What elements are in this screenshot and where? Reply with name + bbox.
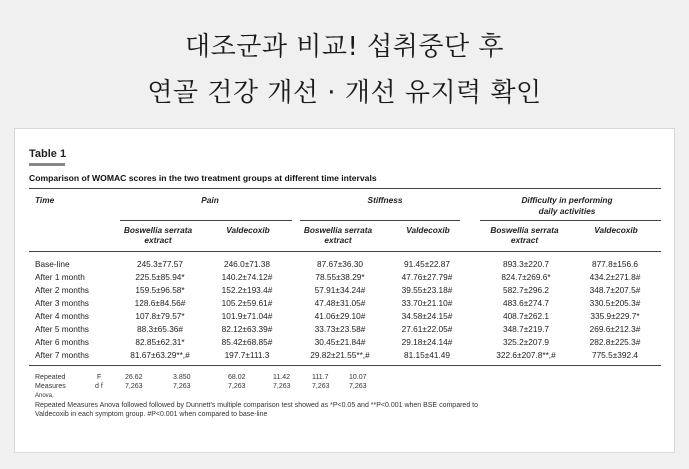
difficulty-valdecoxib-value: 348.7±207.5# — [589, 285, 641, 295]
f-value-difficulty-bse: 111.7 — [312, 374, 329, 381]
stiffness-bse-header-line2: extract — [324, 235, 352, 245]
table-caption: Comparison of WOMAC scores in the two treatment groups at different time intervals — [29, 173, 377, 183]
df-value-pain-valdecoxib: 7,263 — [173, 383, 191, 390]
header-difficulty-line2: daily activities — [538, 206, 596, 216]
pain-valdecoxib-value: 85.42±68.85# — [221, 337, 273, 347]
repeated-label-2: Measures — [35, 383, 66, 390]
pain-bse-value: 88.3±65.36# — [136, 324, 184, 334]
header-difficulty-line1: Difficulty in performing — [521, 195, 613, 205]
stiffness-valdecoxib-value: 27.61±22.05# — [401, 324, 453, 334]
row-time: After 3 months — [35, 298, 89, 308]
pain-bse-value: 82.85±62.31* — [135, 337, 185, 347]
pain-bse-value: 128.6±84.56# — [134, 298, 186, 308]
row-time: After 7 months — [35, 350, 89, 360]
difficulty-bse-value: 893.3±220.7 — [502, 259, 550, 269]
table-label: Table 1 — [29, 148, 67, 160]
difficulty-bse-header — [477, 225, 572, 245]
pain-valdecoxib-value: 140.2±74.12# — [221, 272, 273, 282]
pain-subheader-rule — [120, 220, 292, 221]
pain-valdecoxib-value: 105.2±59.61# — [221, 298, 273, 308]
stiffness-subheader-rule — [300, 220, 460, 221]
df-value-difficulty-valdecoxib: 7,263 — [349, 383, 367, 390]
stiffness-valdecoxib-value: 47.76±27.79# — [401, 272, 453, 282]
f-value-difficulty-valdecoxib: 10.07 — [349, 374, 367, 381]
pain-bse-value: 107.8±79.57* — [135, 311, 185, 321]
f-value-pain-valdecoxib: 3.850 — [173, 374, 191, 381]
pain-bse-header-line1: Boswellia serrata — [123, 225, 193, 235]
header-time: Time — [35, 195, 55, 205]
stiffness-valdecoxib-value: 34.58±24.15# — [401, 311, 453, 321]
pain-valdecoxib-value: 246.0±71.38 — [223, 259, 271, 269]
difficulty-bse-value: 408.7±262.1 — [502, 311, 550, 321]
stiffness-valdecoxib-value: 39.55±23.18# — [401, 285, 453, 295]
table-card — [14, 128, 675, 453]
stiffness-bse-value: 33.73±23.58# — [314, 324, 366, 334]
stiffness-bse-value: 87.67±36.30 — [316, 259, 364, 269]
table-label-underline — [29, 163, 65, 166]
difficulty-bse-value: 483.6±274.7 — [502, 298, 550, 308]
row-time: After 1 month — [35, 272, 85, 282]
pain-bse-header-line2: extract — [144, 235, 172, 245]
difficulty-valdecoxib-header: Valdecoxib — [594, 225, 638, 235]
df-value-pain-bse: 7,263 — [125, 383, 143, 390]
difficulty-bse-value: 325.2±207.9 — [502, 337, 550, 347]
difficulty-bse-header-line2: extract — [510, 235, 539, 245]
df-value-stiffness-bse: 7,263 — [228, 383, 246, 390]
f-value-pain-bse: 26.62 — [125, 374, 143, 381]
footnote-line-2: Valdecoxib in each symptom group. #P<0.001 when compared to base-line — [35, 411, 268, 418]
pain-bse-header — [113, 225, 203, 245]
difficulty-bse-value: 322.6±207.8**,# — [496, 350, 556, 360]
header-stiffness: Stiffness — [367, 195, 403, 205]
difficulty-valdecoxib-value: 282.8±225.3# — [589, 337, 641, 347]
difficulty-bse-value: 582.7±296.2 — [502, 285, 550, 295]
f-value-stiffness-bse: 68.02 — [228, 374, 246, 381]
footnote-line-1: Repeated Measures Anova followed followed by Dunnett's multiple comparison test showed as *P<0.05 and **P<0.001 when BSE compared to — [35, 402, 478, 409]
stiffness-bse-value: 30.45±21.84# — [314, 337, 366, 347]
row-time: After 5 months — [35, 324, 89, 334]
row-time: After 6 months — [35, 337, 89, 347]
difficulty-bse-value: 824.7±269.6* — [501, 272, 551, 282]
df-value-stiffness-valdecoxib: 7,263 — [273, 383, 291, 390]
stiffness-bse-value: 41.06±29.10# — [314, 311, 366, 321]
pain-valdecoxib-value: 101.9±71.04# — [221, 311, 273, 321]
difficulty-valdecoxib-value: 330.5±205.3# — [589, 298, 641, 308]
row-time: After 2 months — [35, 285, 89, 295]
f-value-stiffness-valdecoxib: 11.42 — [273, 374, 290, 381]
difficulty-valdecoxib-value: 269.6±212.3# — [589, 324, 641, 334]
stiffness-valdecoxib-value: 91.45±22.87 — [403, 259, 451, 269]
repeated-df-label: d f — [95, 383, 103, 390]
header-pain: Pain — [201, 195, 219, 205]
pain-valdecoxib-value: 197.7±111.3 — [224, 350, 270, 360]
pain-bse-value: 81.67±63.29**,# — [130, 350, 190, 360]
pain-valdecoxib-value: 152.2±193.4# — [221, 285, 273, 295]
stiffness-valdecoxib-value: 81.15±41.49 — [403, 350, 451, 360]
pain-bse-value: 159.5±96.58* — [135, 285, 185, 295]
row-time: After 4 months — [35, 311, 89, 321]
header-bottom-rule — [29, 251, 661, 252]
body-bottom-rule — [29, 365, 661, 366]
difficulty-subheader-rule — [480, 220, 661, 221]
pain-bse-value: 245.3±77.57 — [136, 259, 184, 269]
stiffness-bse-value: 78.55±38.29* — [315, 272, 365, 282]
difficulty-bse-header-line1: Boswellia serrata — [490, 225, 559, 235]
stiffness-bse-value: 29.82±21.55**,# — [310, 350, 370, 360]
repeated-label-1: Repeated — [35, 374, 66, 381]
header-top-rule — [29, 188, 661, 189]
headline-line-2: 연골 건강 개선 · 개선 유지력 확인 — [147, 78, 542, 108]
difficulty-valdecoxib-value: 775.5±392.4 — [591, 350, 639, 360]
difficulty-bse-value: 348.7±219.7 — [502, 324, 550, 334]
df-value-difficulty-bse: 7,263 — [312, 383, 330, 390]
stiffness-valdecoxib-value: 33.70±21.10# — [401, 298, 453, 308]
row-time: Base-line — [35, 259, 70, 269]
difficulty-valdecoxib-value: 335.9±229.7* — [590, 311, 640, 321]
pain-bse-value: 225.5±85.94* — [135, 272, 185, 282]
pain-valdecoxib-value: 82.12±63.39# — [221, 324, 273, 334]
repeated-label-3: Anova, — [35, 393, 54, 399]
difficulty-valdecoxib-value: 434.2±271.8# — [589, 272, 641, 282]
stiffness-bse-header-line1: Boswellia serrata — [303, 225, 373, 235]
stiffness-valdecoxib-header: Valdecoxib — [406, 225, 450, 235]
pain-valdecoxib-header: Valdecoxib — [226, 225, 270, 235]
difficulty-valdecoxib-value: 877.8±156.6 — [591, 259, 639, 269]
repeated-f-label: F — [97, 374, 102, 381]
stiffness-bse-header — [293, 225, 383, 245]
stiffness-bse-value: 47.48±31.05# — [314, 298, 366, 308]
stiffness-valdecoxib-value: 29.18±24.14# — [401, 337, 453, 347]
stiffness-bse-value: 57.91±34.24# — [314, 285, 366, 295]
headline-line-1: 대조군과 비교! 섭취중단 후 — [185, 32, 504, 62]
